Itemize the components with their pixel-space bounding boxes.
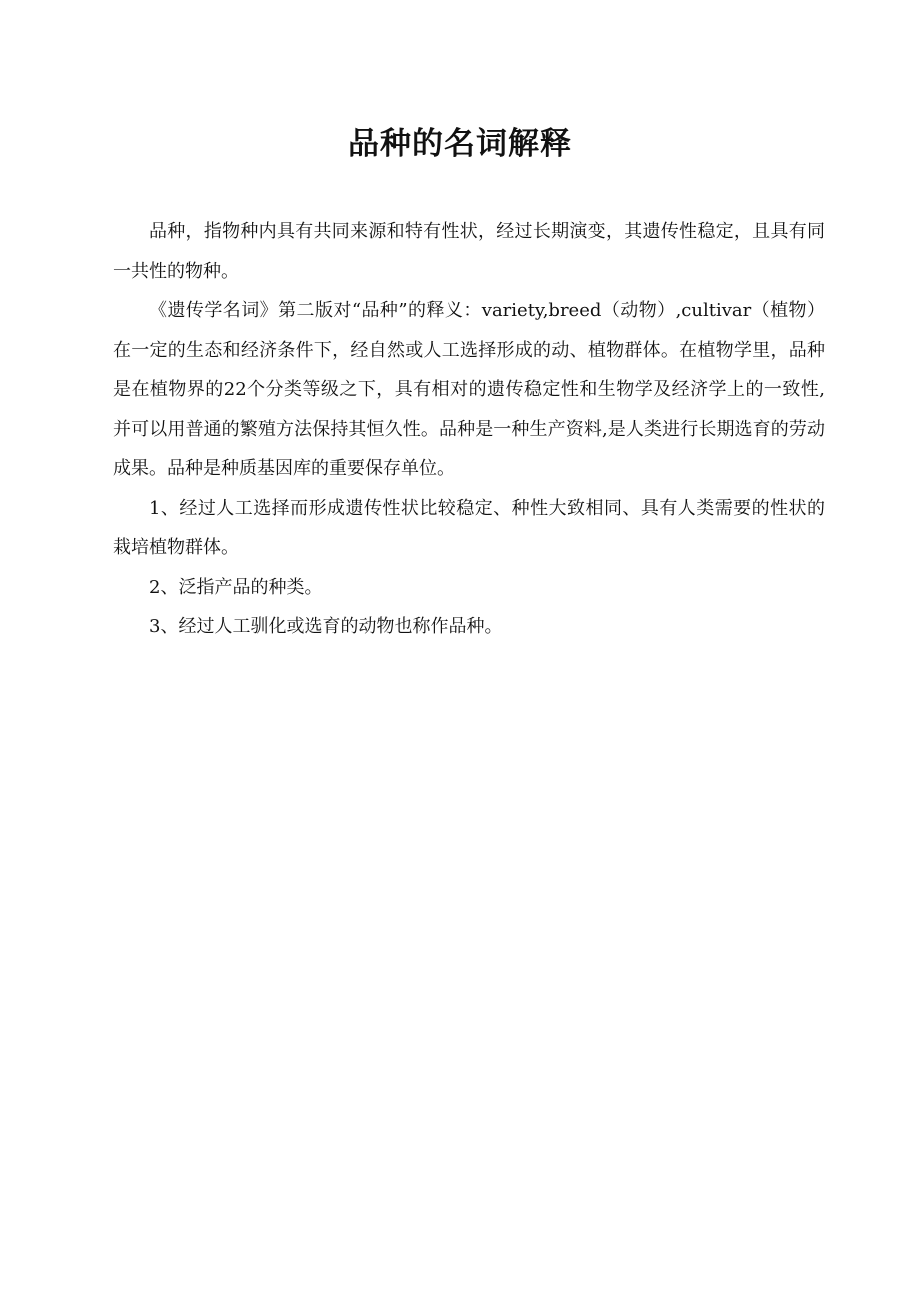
paragraph-definition: 品种，指物种内具有共同来源和特有性状，经过长期演变，其遗传性稳定，且具有同一共性的物种。 [113,221,825,282]
page-title: 品种的名词解释 [348,126,572,162]
list-item-2: 2、泛指产品的种类。 [149,576,323,598]
document-body [113,212,825,647]
list-item-3: 3、经过人工驯化或选育的动物也称作品种。 [149,616,503,637]
paragraph-genetics-glossary: 《遗传学名词》第二版对“品种”的释义：variety,breed（动物）,cultivar（植物）在一定的生态和经济条件下，经自然或人工选择形成的动、植物群体。在植物学里，品种是在植物界的22个分类等级之下，具有相对的遗传稳定性和生物学及经济学上的一致性,并可以用普通的繁殖方法保持其恒久性。品种是一种生产资料,是人类进行长期选育的劳动成果。品种是种质基因库的重要保存单位。 [113,300,825,479]
list-item-1: 1、经过人工选择而形成遗传性状比较稳定、种性大致相同、具有人类需要的性状的栽培植物群体。 [113,497,825,558]
